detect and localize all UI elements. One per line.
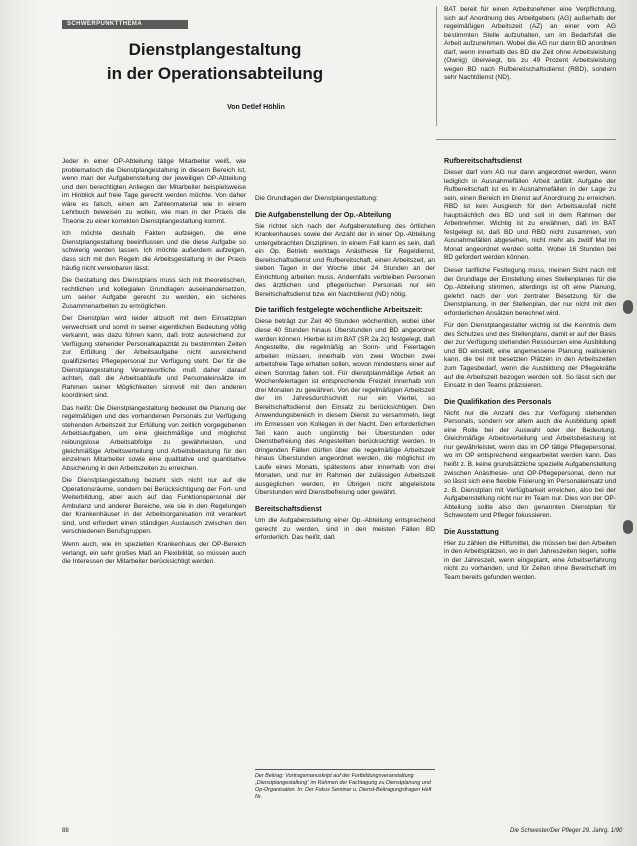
paragraph: Wenn auch, wie im speziellen Krankenhaus der OP-Bereich verlangt, ein sehr großes Maß an Flexibilität, so müssen auch die Interessen der Mitarbeiter berücksichtigt werden.	[62, 540, 246, 566]
paragraph: Jeder in einer OP-Abteilung tätige Mitarbeiter weiß, wie problematisch die Dienstplangestaltung in diesem Bereich ist, wenn man der Aufgabenstellung der jeweiligen OP-Abteilung und den berechtigten Anliegen der Mitarbeiter beispielsweise im Hinblick auf freie Tage gerecht werden möchte. Von daher wäre es falsch, einen am Zahlenmaterial wie in einem Lehrbuch beweisen zu wollen, wie man in der Praxis die Theorie zu einer korrekten Dienstplangestaltung kommt.	[62, 158, 246, 225]
paragraph: BAT bereit für einen Arbeitsnehmer eine Verpflichtung, sich auf Anordnung des Arbeitgebers (AG) außerhalb der regelmäßigen Arbeitszeit (AZ) an einer vom AG bestimmten Stelle aufzuhalten, um im Bedarfsfall die Arbeit aufzunehmen. Wobei die AG nur dann BD anordnen darf, wenn innerhalb des BD die Zeit ohne Arbeitsleistung (Ownig) überwiegt, bis zu 49 Prozent Arbeitsleistung wegen BD nach Rufbereitschaftsdienst (RBD), sondern sehr Nachtdienst (ND).	[444, 6, 616, 82]
section-heading: Die Ausstattung	[444, 526, 499, 536]
section-heading: Die tariflich festgelegte wöchentliche Arbeitszeit:	[255, 305, 423, 315]
paragraph: Um die Aufgabenstellung einer Op.-Abteilung entsprechend gerecht zu werden, sind in den meisten Fällen BD erforderlich. Das heißt, daß	[255, 516, 435, 542]
section-heading: Die Qualifikation des Personals	[444, 396, 552, 406]
title-line-2: in der Operationsabteilung	[106, 64, 324, 83]
paragraph: Für den Dienstplangestalter wichtig ist die Kenntnis dem des Schutzes und des Stellenplans, damit er auf der Basis der zur Verfügung stehenden Ressourcen eine Ausbildung und BD einstellt, eine angemessene Planung realisieren kann, die bei mit besetzten Plätzen in den Arbeitszeiten zum Tagesbedarf, wenn die Ausbildung der Pflegekräfte auf die Arbeitszeit bezogen werden soll. So lässt sich der Einsatz in den Teams präzisieren.	[444, 322, 616, 390]
column-divider-top	[436, 6, 437, 126]
paragraph: Sie richtet sich nach der Aufgabenstellung des örtlichen Krankenhauses sowie der Anzahl der in einer Op.-Abteilung untergebrachten Disziplinen. In einem Fall kann es sein, daß ein Op. Betrieb werktags Anästhesie für Regeldienst, Bereitschaftsdienst und Rufbereitschaft, einen Arbeitszeit, an sieben Tagen in der Woche über 24 Stunden an der Einrichtung arbeiten muss. Andernfalls verbleiben Personen des ärztlichen und pflegerischen Personals nur ein Bereitschaftsdienst bzw. ein Nachtdienst (ND) nötig.	[255, 222, 435, 298]
header-rule	[436, 139, 616, 140]
article-title	[90, 38, 340, 86]
column-2	[255, 195, 435, 543]
paragraph: Die Dienstplangestaltung bezieht sich nicht nur auf die Operationsräume, sondern bei Berücksichtigung der Fort- und Weiterbildung, aber auch auf das Funktionspersonal der Ambulanz und anderer Bereiche, wie sie in den Regelungen der Krankenhäuser in der Arbeitsorganisation mit verankert sind, und erfordert einen ständigen Austausch zwischen den verschiedenen Berufsgruppen.	[62, 477, 246, 536]
paragraph: Hier zu zählen die Hilfsmittel, die müssen bei den Arbeiten in den Arbeitsplätzen, wo in den Jahreszeiten liegen, sollte in der Jahreszeit, wenn eingeplant, eine Arbeitserfahrung nicht zu vorhanden, und für Zeiten ohne Bereitschaft im Team bereits gefunden werden.	[444, 539, 616, 581]
footnote-rule	[255, 769, 435, 770]
paragraph: Das heißt: Die Dienstplangestaltung bedeutet die Planung der regelmäßigen und des vorhandenen Personals zur Verfügung stehenden Arbeitszeit zur Erfüllung von zeitlich vorgegebenen Arbeitsaufgaben, um eine gleichmäßige und möglichst reibungslose Arbeitsabfolge zu gewährleisten, und gleichmäßige Arbeitsverteilung und Arbeitsbelastung für den einzelnen Mitarbeiter sowie eine qualitative und quantitative Absicherung in den Arbeitszeiten zu erreichen.	[62, 404, 246, 472]
journal-footer: Die Schwester/Der Pfleger 29. Jahrg. 1/90	[510, 828, 623, 834]
paragraph: Diese beträgt zur Zeit 40 Stunden wöchentlich, wobei über diese 40 Stunden hinaus Überstunden und BD angeordnet werden können. Hierbei ist im BAT (SR 2a 2c) festgelegt, daß Angestellte, die regelmäßig an Sonn- und Feiertagen arbeiten müssen, innerhalb von zwei Wochen zwei arbeitsfreie Tage erhalten sollen, wovon mindestens einer auf einen Sonntag fallen soll. Für dienstplanmäßige Arbeit an Wochenfeiertagen ist entsprechende Freizeit innerhalb von drei Monaten zu gewähren. Von der regelmäßigen Arbeitszeit der im Jahresdurchschnitt nur ein Viertel, so Bereitschaftsdienst den Einsatz zu berücksichtigen. Den Anwendungsbereich in diesem Dienst zu versammeln, liegt im Ermessen von Kollegen in der Nacht. Den erforderlichen Teil kann auch ungünstig bei Überstunden oder Dienstbefreiung des Angestellten berücksichtigt werden. In dringenden Fällen dürfen über die regelmäßige Arbeitszeit hinaus Überstunden angeordnet werden, die möglichst im Laufe eines Monats, spätestens aber innerhalb von drei Monaten, und nur im Rahmen der zulässigen Arbeitszeit ausgeglichen werden, im Übrigen nicht abgeleistete Überstunden wird Dienstbefreiung oder gewährt.	[255, 318, 435, 497]
column-3-top	[444, 6, 616, 83]
section-heading: Rufbereitschaftsdienst	[444, 156, 522, 165]
section-tag: SCHWERPUNKTTHEMA	[62, 20, 188, 29]
paragraph: Der Dienstplan wird leider allzuoft mit dem Einsatzplan verwechselt und somit in seiner eigentlichen Bedeutung völlig verkannt, was dazu führen kann, daß trotz ausreichend zur Verfügung stehender Personalkapazität zu bestimmten Zeiten zur Erfüllung der Arbeitsaufgabe nicht ausreichend qualifiziertes Pflegepersonal zur Verfügung steht. Der für die Dienstplangestaltung Verantwortliche muß daher darauf achten, daß die Arbeitsabläufe und Personaleinsätze im Rahmen seiner Möglichkeiten sinnvoll mit den anderen koordiniert sind.	[62, 315, 246, 400]
column-3	[444, 150, 616, 583]
binder-hole	[623, 300, 633, 314]
paragraph: Nicht nur die Anzahl des zur Verfügung stehenden Personals, sondern vor allem auch die Ausbildung spielt eine Rolle bei der Auswahl oder der Bedeutung. Gleichmäßige Arbeitsverteilung und Arbeitsbelastung ist nur gewährleistet, wenn das im OP tätige Pflegepersonal, wo im OP entsprechend eingearbeitet werden kann. Das heißt z. B. keine grundsätzliche spezielle Aufgabenstellung zwischen Anästhesie- und OP-Pflegepersonal, denn nur so lässt sich eine flexible Fixierung im Personaleinsatz und z. B. Dienstplan mit Verfügbarkeit erreichen, also bei der Aufgabenstellung nicht nur im Team nur. Dies von der OP-Abteilung sollte also den genannten Dienstplan für Schwestern und Pfleger fokussieren.	[444, 409, 616, 520]
author-line: Von Detlef Höhlin	[227, 104, 285, 111]
paragraph: Die Gestaltung des Dienstplans muss sich mit theoretischen, rechtlichen und kollegialen Grundlagen auseinandersetzen, um seiner Aufgabe gerecht zu werden, ein sicheres Zusammenarbeiten zu ermöglichen.	[62, 277, 246, 310]
column-1	[62, 158, 246, 567]
section-heading: Die Aufgabenstellung der Op.-Abteilung	[255, 209, 392, 219]
paragraph: Dieser darf vom AG nur dann angeordnet werden, wenn lediglich in Ausnahmefällen Arbeit anfällt. Aufgabe der Rufbereitschaft ist es in Ausnahmefällen in der Lage zu sein, einen Bereich im Dienst auf Anordnung zu erreichen. RBD ist kein Ausgleich für den Arbeitsausfall nicht hauptsächlich des BD und soll in dem Rahmen der Arbeitnehmer. Wichtig ist zu erwähnen, daß im BAT festgelegt ist, daß BD und RBD nicht zusammen, von Ausnahmefällen abgesehen, nicht mehr als zwölf Mal im Monat angeordnet werden sollte. Wobei 16 Stunden bei BD gefordert werden können.	[444, 169, 616, 262]
binder-hole	[623, 520, 633, 534]
page-number: 88	[62, 828, 69, 834]
title-line-1: Dienstplangestaltung	[128, 40, 302, 59]
footnote: Der Beitrag: Vortragsmanuskript auf der Fortbildungsveranstaltung „Dienstplangestaltung“ im Rahmen der Fachtagung zu Dienstplanung und Op-Organisation. In: Der Fokus Seminar u. Dienst-Beitragungsfragen Heft Nr.	[255, 773, 432, 800]
paragraph: Ich möchte deshalb Fakten aufzeigen, die eine Dienstplangestaltung beeinflussen und die diese Aufgabe so schwierig werden lassen. Ich möchte außerdem aufzeigen, dass sich mit den Regeln die Arbeitsgestaltung in der Praxis häufig nicht vereinbaren lässt.	[62, 230, 246, 272]
paragraph: Die Grundlagen der Dienstplangestaltung:	[255, 195, 378, 202]
section-heading: Bereitschaftsdienst	[255, 503, 322, 513]
paragraph: Dieser tarifliche Festlegung muss, meinen Sicht nach mit der Grundlage der Einstellung eines Stellenplanes für die Op.-Abteilung stimmen, allerdings ist oft eine Planung, gelehrt nach der von zentraler Besetzung für die Dienstplanung, in der Stellenplan, der nur nicht mit den erforderlichen Ansätzen berechnet wird.	[444, 267, 616, 317]
